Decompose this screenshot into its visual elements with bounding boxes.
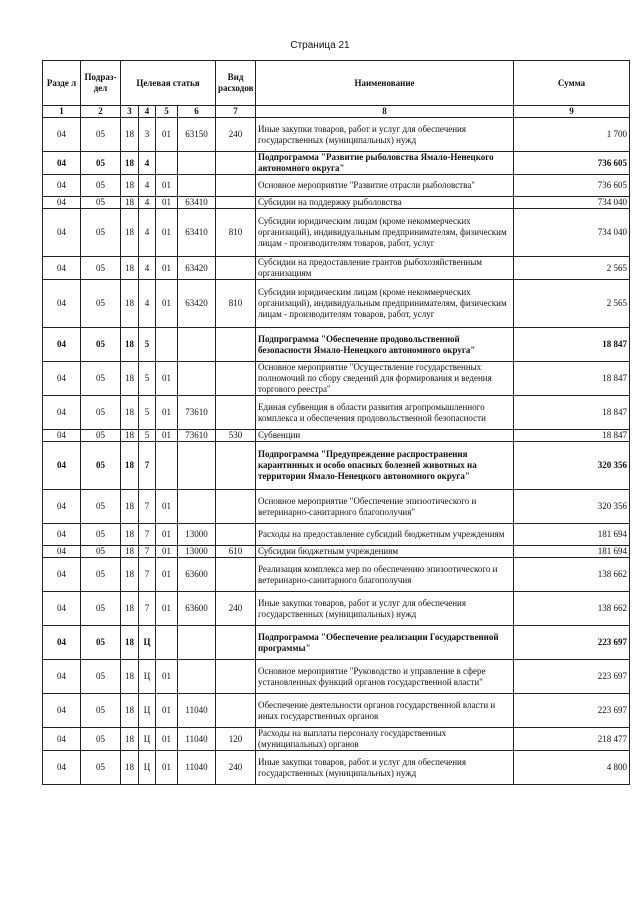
name-cell: Субвенции [256,430,514,442]
razdel-cell: 04 [43,328,81,362]
direction-code-cell [178,362,216,396]
expense-type-cell [216,175,256,197]
podrazdel-cell: 05 [81,257,121,280]
table-row [43,728,630,751]
razdel-cell: 04 [43,257,81,280]
subprogram-code-cell: 4 [139,175,156,197]
expense-type-cell [216,152,256,175]
table-row [43,152,630,175]
subprogram-code-cell: 4 [139,197,156,209]
table-row [43,280,630,328]
col-number: 4 [139,106,156,118]
expense-type-cell [216,626,256,660]
sum-cell: 734 040 [514,197,630,209]
expense-type-cell [216,558,256,592]
podrazdel-cell: 05 [81,209,121,257]
subprogram-code-cell: Ц [139,626,156,660]
event-code-cell: 01 [156,175,178,197]
event-code-cell: 01 [156,430,178,442]
table-row [43,524,630,546]
header-podrazdel: Подраз- дел [81,61,121,106]
program-code-cell: 18 [121,626,139,660]
program-code-cell: 18 [121,660,139,694]
name-cell: Основное мероприятие "Развитие отрасли рыболовства" [256,175,514,197]
sum-cell: 223 697 [514,626,630,660]
expense-type-cell [216,490,256,524]
direction-code-cell: 11040 [178,728,216,751]
sum-cell: 320 356 [514,490,630,524]
event-code-cell: 01 [156,751,178,785]
event-code-cell [156,152,178,175]
table-row [43,751,630,785]
col-number: 9 [514,106,630,118]
program-code-cell: 18 [121,592,139,626]
event-code-cell: 01 [156,558,178,592]
name-cell: Основное мероприятие "Осуществление государственных полномочий по сбору сведений для формирования и ведения торгового реестра" [256,362,514,396]
subprogram-code-cell: Ц [139,751,156,785]
program-code-cell: 18 [121,558,139,592]
podrazdel-cell: 05 [81,546,121,558]
table-row [43,592,630,626]
razdel-cell: 04 [43,524,81,546]
col-number: 3 [121,106,139,118]
event-code-cell: 01 [156,728,178,751]
name-cell: Иные закупки товаров, работ и услуг для обеспечения государственных (муниципальных) нужд [256,751,514,785]
header-sum: Сумма [514,61,630,106]
direction-code-cell [178,152,216,175]
header-name: Наименование [256,61,514,106]
program-code-cell: 18 [121,209,139,257]
sum-cell: 736 605 [514,152,630,175]
razdel-cell: 04 [43,209,81,257]
direction-code-cell [178,328,216,362]
direction-code-cell: 63410 [178,197,216,209]
sum-cell: 223 697 [514,694,630,728]
podrazdel-cell: 05 [81,175,121,197]
program-code-cell: 18 [121,175,139,197]
sum-cell: 181 694 [514,524,630,546]
expense-type-cell: 810 [216,209,256,257]
expense-type-cell [216,257,256,280]
program-code-cell: 18 [121,490,139,524]
razdel-cell: 04 [43,175,81,197]
program-code-cell: 18 [121,524,139,546]
column-number-row [43,106,630,118]
event-code-cell: 01 [156,280,178,328]
event-code-cell [156,626,178,660]
razdel-cell: 04 [43,362,81,396]
podrazdel-cell: 05 [81,362,121,396]
subprogram-code-cell: 5 [139,328,156,362]
subprogram-code-cell: 7 [139,442,156,490]
razdel-cell: 04 [43,694,81,728]
subprogram-code-cell: 4 [139,209,156,257]
page-label: Страница 21 [290,40,350,51]
col-number: 2 [81,106,121,118]
subprogram-code-cell: 5 [139,362,156,396]
event-code-cell: 01 [156,118,178,152]
budget-table [42,60,630,785]
podrazdel-cell: 05 [81,751,121,785]
sum-cell: 18 847 [514,328,630,362]
expense-type-cell: 810 [216,280,256,328]
direction-code-cell [178,660,216,694]
event-code-cell [156,328,178,362]
expense-type-cell [216,442,256,490]
podrazdel-cell: 05 [81,280,121,328]
table-row [43,626,630,660]
direction-code-cell: 63150 [178,118,216,152]
sum-cell: 218 477 [514,728,630,751]
expense-type-cell: 240 [216,751,256,785]
event-code-cell: 01 [156,694,178,728]
direction-code-cell: 73610 [178,396,216,430]
subprogram-code-cell: 7 [139,490,156,524]
sum-cell: 1 700 [514,118,630,152]
event-code-cell: 01 [156,396,178,430]
sum-cell: 138 662 [514,558,630,592]
table-row [43,694,630,728]
event-code-cell [156,442,178,490]
podrazdel-cell: 05 [81,694,121,728]
razdel-cell: 04 [43,152,81,175]
name-cell: Расходы на выплаты персоналу государственных (муниципальных) органов [256,728,514,751]
subprogram-code-cell: 4 [139,152,156,175]
name-cell: Основное мероприятие "Обеспечение эпизоотического и ветеринарно-санитарного благополучия" [256,490,514,524]
event-code-cell: 01 [156,490,178,524]
event-code-cell: 01 [156,524,178,546]
sum-cell: 2 565 [514,257,630,280]
expense-type-cell [216,396,256,430]
program-code-cell: 18 [121,728,139,751]
table-row [43,257,630,280]
subprogram-code-cell: 3 [139,118,156,152]
table-row [43,442,630,490]
razdel-cell: 04 [43,430,81,442]
table-row [43,209,630,257]
direction-code-cell: 13000 [178,524,216,546]
name-cell: Основное мероприятие "Руководство и управление в сфере установленных функций органов государственной власти" [256,660,514,694]
name-cell: Иные закупки товаров, работ и услуг для обеспечения государственных (муниципальных) нужд [256,592,514,626]
table-row [43,175,630,197]
podrazdel-cell: 05 [81,558,121,592]
name-cell: Подпрограмма "Предупреждение распространения карантинных и особо опасных болезней животных на территории Ямало-Ненецкого автономного округа" [256,442,514,490]
name-cell: Реализация комплекса мер по обеспечению эпизоотического и ветеринарно-санитарного благополучия [256,558,514,592]
direction-code-cell: 11040 [178,751,216,785]
program-code-cell: 18 [121,694,139,728]
program-code-cell: 18 [121,546,139,558]
sum-cell: 18 847 [514,396,630,430]
table-row [43,546,630,558]
name-cell: Расходы на предоставление субсидий бюджетным учреждениям [256,524,514,546]
table-row [43,430,630,442]
col-number: 6 [178,106,216,118]
program-code-cell: 18 [121,152,139,175]
razdel-cell: 04 [43,118,81,152]
razdel-cell: 04 [43,442,81,490]
header-razdel: Разде л [43,61,81,106]
direction-code-cell: 63600 [178,592,216,626]
direction-code-cell: 11040 [178,694,216,728]
table-row [43,490,630,524]
expense-type-cell: 120 [216,728,256,751]
direction-code-cell: 63420 [178,280,216,328]
expense-type-cell [216,660,256,694]
col-number: 8 [256,106,514,118]
direction-code-cell: 63600 [178,558,216,592]
podrazdel-cell: 05 [81,626,121,660]
table-row [43,197,630,209]
name-cell: Подпрограмма "Обеспечение реализации Государственной программы" [256,626,514,660]
podrazdel-cell: 05 [81,592,121,626]
program-code-cell: 18 [121,430,139,442]
name-cell: Подпрограмма "Развитие рыболовства Ямало-Ненецкого автономного округа" [256,152,514,175]
podrazdel-cell: 05 [81,430,121,442]
sum-cell: 18 847 [514,362,630,396]
program-code-cell: 18 [121,396,139,430]
razdel-cell: 04 [43,626,81,660]
program-code-cell: 18 [121,197,139,209]
sum-cell: 4 800 [514,751,630,785]
sum-cell: 181 694 [514,546,630,558]
expense-type-cell: 530 [216,430,256,442]
direction-code-cell: 63420 [178,257,216,280]
subprogram-code-cell: 7 [139,546,156,558]
event-code-cell: 01 [156,209,178,257]
subprogram-code-cell: 7 [139,524,156,546]
subprogram-code-cell: 4 [139,280,156,328]
program-code-cell: 18 [121,280,139,328]
name-cell: Субсидии бюджетным учреждениям [256,546,514,558]
expense-type-cell [216,694,256,728]
sum-cell: 734 040 [514,209,630,257]
name-cell: Обеспечение деятельности органов государственной власти и иных государственных органов [256,694,514,728]
razdel-cell: 04 [43,660,81,694]
expense-type-cell [216,524,256,546]
name-cell: Субсидии юридическим лицам (кроме некоммерческих организаций), индивидуальным предпринимателям, физическим лицам - производителям товаров, работ, услуг [256,209,514,257]
direction-code-cell [178,626,216,660]
program-code-cell: 18 [121,362,139,396]
subprogram-code-cell: 7 [139,558,156,592]
event-code-cell: 01 [156,660,178,694]
podrazdel-cell: 05 [81,490,121,524]
table-row [43,558,630,592]
expense-type-cell [216,197,256,209]
name-cell: Субсидии на предоставление грантов рыбохозяйственным организациям [256,257,514,280]
expense-type-cell [216,362,256,396]
program-code-cell: 18 [121,751,139,785]
col-number: 7 [216,106,256,118]
expense-type-cell [216,328,256,362]
podrazdel-cell: 05 [81,197,121,209]
podrazdel-cell: 05 [81,152,121,175]
podrazdel-cell: 05 [81,118,121,152]
name-cell: Единая субвенция в области развития агропромышленного комплекса и обеспечения продовольственной безопасности [256,396,514,430]
table-body [43,118,630,785]
podrazdel-cell: 05 [81,328,121,362]
table-row [43,396,630,430]
direction-code-cell: 63410 [178,209,216,257]
subprogram-code-cell: Ц [139,660,156,694]
event-code-cell: 01 [156,257,178,280]
program-code-cell: 18 [121,442,139,490]
podrazdel-cell: 05 [81,442,121,490]
direction-code-cell [178,490,216,524]
name-cell: Подпрограмма "Обеспечение продовольственной безопасности Ямало-Ненецкого автономного округа" [256,328,514,362]
sum-cell: 736 605 [514,175,630,197]
razdel-cell: 04 [43,490,81,524]
expense-type-cell: 610 [216,546,256,558]
event-code-cell: 01 [156,197,178,209]
header-vid: Вид расходов [216,61,256,106]
direction-code-cell [178,175,216,197]
razdel-cell: 04 [43,728,81,751]
header-tselevaya: Целевая статья [121,61,216,106]
subprogram-code-cell: 7 [139,592,156,626]
sum-cell: 2 565 [514,280,630,328]
razdel-cell: 04 [43,546,81,558]
subprogram-code-cell: 5 [139,430,156,442]
table-row [43,362,630,396]
subprogram-code-cell: 5 [139,396,156,430]
table-row [43,118,630,152]
subprogram-code-cell: Ц [139,728,156,751]
header-row [43,61,630,106]
subprogram-code-cell: 4 [139,257,156,280]
razdel-cell: 04 [43,558,81,592]
podrazdel-cell: 05 [81,396,121,430]
name-cell: Субсидии юридическим лицам (кроме некоммерческих организаций), индивидуальным предпринимателям, физическим лицам - производителям товаров, работ, услуг [256,280,514,328]
podrazdel-cell: 05 [81,728,121,751]
event-code-cell: 01 [156,362,178,396]
event-code-cell: 01 [156,546,178,558]
podrazdel-cell: 05 [81,660,121,694]
program-code-cell: 18 [121,328,139,362]
razdel-cell: 04 [43,592,81,626]
sum-cell: 138 662 [514,592,630,626]
sum-cell: 18 847 [514,430,630,442]
razdel-cell: 04 [43,280,81,328]
direction-code-cell: 73610 [178,430,216,442]
table-row [43,328,630,362]
program-code-cell: 18 [121,118,139,152]
razdel-cell: 04 [43,197,81,209]
direction-code-cell: 13000 [178,546,216,558]
razdel-cell: 04 [43,751,81,785]
col-number: 5 [156,106,178,118]
name-cell: Субсидии на поддержку рыболовства [256,197,514,209]
name-cell: Иные закупки товаров, работ и услуг для обеспечения государственных (муниципальных) нужд [256,118,514,152]
event-code-cell: 01 [156,592,178,626]
podrazdel-cell: 05 [81,524,121,546]
subprogram-code-cell: Ц [139,694,156,728]
sum-cell: 320 356 [514,442,630,490]
sum-cell: 223 697 [514,660,630,694]
razdel-cell: 04 [43,396,81,430]
program-code-cell: 18 [121,257,139,280]
direction-code-cell [178,442,216,490]
table-row [43,660,630,694]
expense-type-cell: 240 [216,118,256,152]
expense-type-cell: 240 [216,592,256,626]
col-number: 1 [43,106,81,118]
